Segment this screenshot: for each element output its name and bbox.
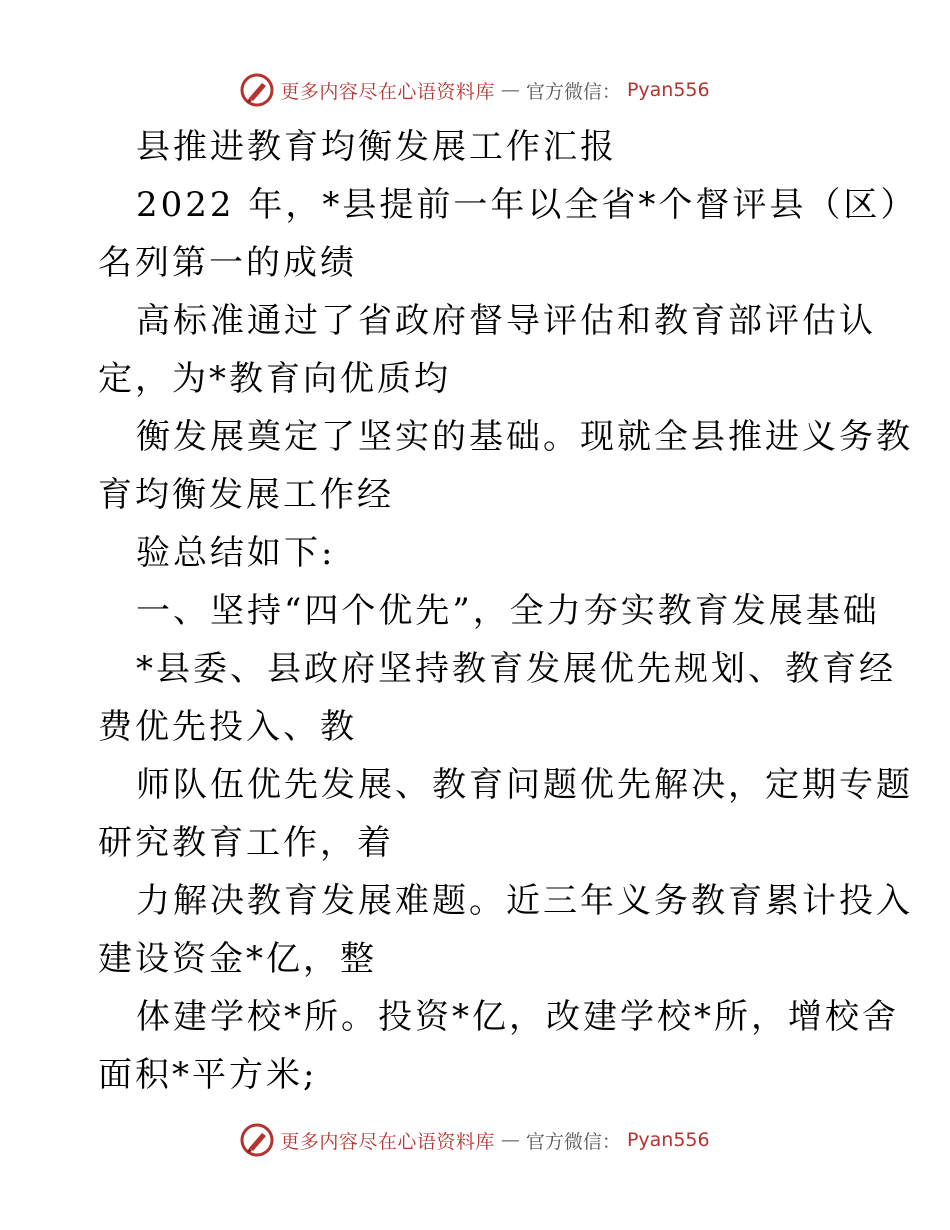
footer-watermark xyxy=(0,1120,950,1160)
section-heading: 一、坚持“四个优先”，全力夯实教育发展基础 xyxy=(136,591,880,631)
watermark-dash: — xyxy=(500,79,520,101)
doc-line: 建设资金*亿，整 xyxy=(98,939,377,979)
doc-line: 面积*平方米; xyxy=(98,1055,318,1095)
doc-line: 验总结如下: xyxy=(136,533,336,573)
doc-line: *县委、县政府坚持教育发展优先规划、教育经 xyxy=(136,649,896,689)
watermark-label: 官方微信： xyxy=(525,1130,621,1153)
doc-title: 县推进教育均衡发展工作汇报 xyxy=(136,127,617,167)
watermark-dash: — xyxy=(500,1129,520,1151)
watermark-handle: Pyan556 xyxy=(626,79,710,101)
doc-line: 体建学校*所。投资*亿，改建学校*所，增校舍 xyxy=(136,997,899,1037)
pen-logo-icon xyxy=(240,1123,274,1157)
header-watermark xyxy=(0,70,950,110)
doc-line: 费优先投入、教 xyxy=(98,707,357,747)
doc-line: 师队伍优先发展、教育问题优先解决，定期专题 xyxy=(136,765,913,805)
doc-line: 研究教育工作，着 xyxy=(98,823,394,863)
document-body xyxy=(98,118,918,1104)
watermark-label: 官方微信： xyxy=(525,80,621,103)
doc-line: 名列第一的成绩 xyxy=(98,243,357,283)
doc-line: 高标准通过了省政府督导评估和教育部评估认 xyxy=(136,301,876,341)
doc-line: 定，为*教育向优质均 xyxy=(98,359,451,399)
doc-line: 力解决教育发展难题。近三年义务教育累计投入 xyxy=(136,881,913,921)
pen-logo-icon xyxy=(240,73,274,107)
watermark-handle: Pyan556 xyxy=(626,1129,710,1151)
watermark-text: 更多内容尽在心语资料库 xyxy=(280,1130,495,1153)
watermark-text: 更多内容尽在心语资料库 xyxy=(280,80,495,103)
doc-line: 衡发展奠定了坚实的基础。现就全县推进义务教 xyxy=(136,417,913,457)
doc-line: 2022 年，*县提前一年以全省*个督评县（区） xyxy=(136,185,918,225)
doc-line: 育均衡发展工作经 xyxy=(98,475,394,515)
